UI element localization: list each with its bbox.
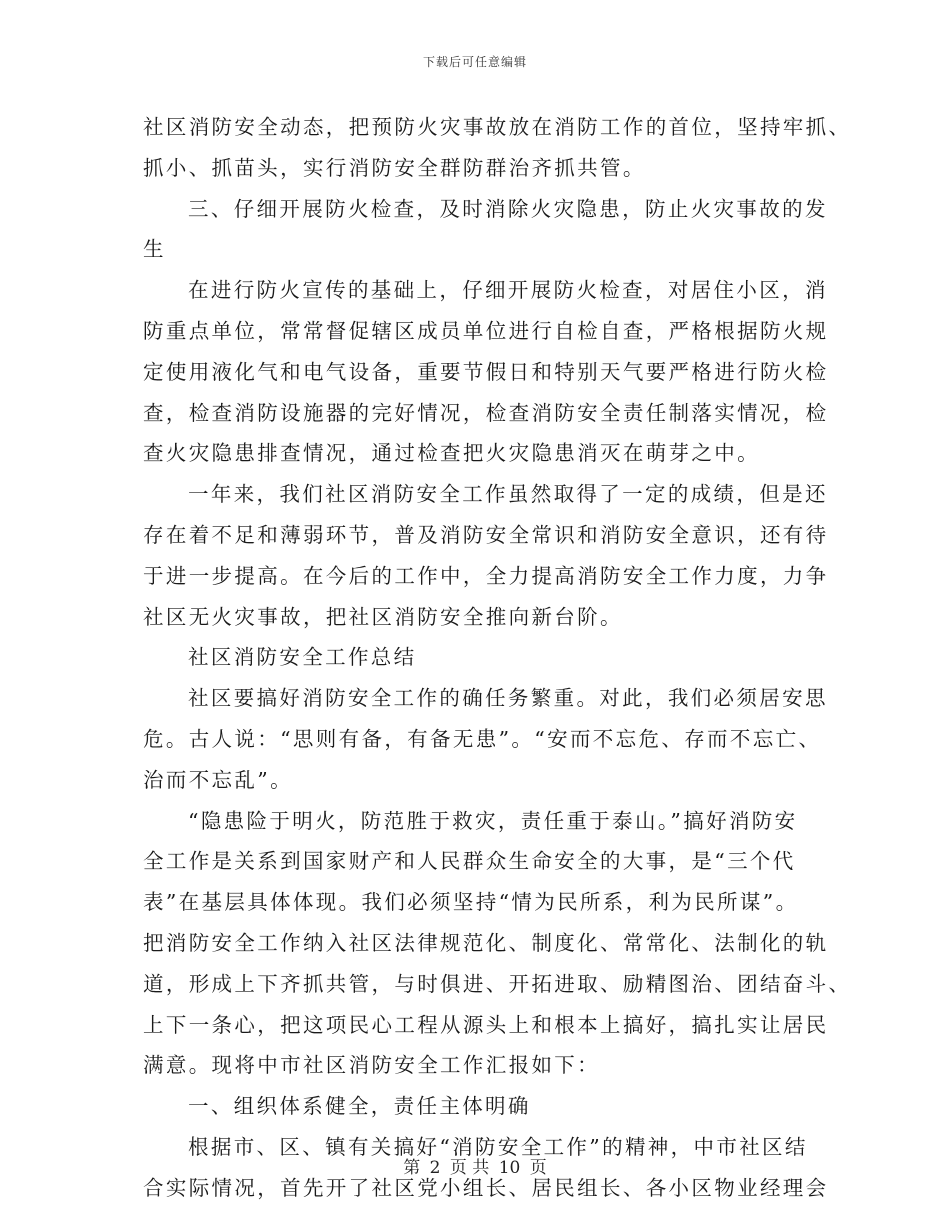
text-line: 在进行防火宣传的基础上，仔细开展防火检查，对居住小区，消 <box>188 278 828 303</box>
text-line: 社区消防安全工作总结 <box>188 645 417 670</box>
footer-suffix: 页 <box>529 1158 547 1178</box>
document-body <box>143 107 852 1209</box>
text-line: 查火灾隐患排查情况，通过检查把火灾隐患消灭在萌芽之中。 <box>143 441 760 466</box>
text-line: 道，形成上下齐抓共管，与时俱进、开拓进取、励精图治、团结奋斗、 <box>143 971 852 996</box>
text-line: “隐患险于明火，防范胜于救灾，责任重于泰山。”搞好消防安 <box>188 808 798 833</box>
text-line: 一、组织体系健全，责任主体明确 <box>188 1094 531 1119</box>
page-header: 下载后可任意编辑 <box>422 55 527 69</box>
text-line: 表”在基层具体体现。我们必须坚持“情为民所系，利为民所谋”。 <box>143 890 799 915</box>
text-line: 满意。现将中市社区消防安全工作汇报如下： <box>143 1053 600 1078</box>
text-line: 危。古人说：“思则有备，有备无患”。“安而不忘危、存而不忘亡、 <box>143 726 822 751</box>
text-line: 社区无火灾事故，把社区消防安全推向新台阶。 <box>143 604 623 629</box>
text-line: 把消防安全工作纳入社区法律规范化、制度化、常常化、法制化的轨 <box>143 930 829 955</box>
text-line: 三、仔细开展防火检查，及时消除火灾隐患，防止火灾事故的发 <box>188 196 828 221</box>
footer-current-page: 2 <box>429 1158 441 1178</box>
footer-total-pages: 10 <box>498 1158 521 1178</box>
footer-prefix: 第 <box>403 1158 421 1178</box>
text-line: 于进一步提高。在今后的工作中，全力提高消防安全工作力度，力争 <box>143 563 829 588</box>
text-line: 治而不忘乱”。 <box>143 767 293 792</box>
text-line: 根据市、区、镇有关搞好“消防安全工作”的精神，中市社区结 <box>188 1134 808 1159</box>
text-line: 社区消防安全动态，把预防火灾事故放在消防工作的首位，坚持牢抓、 <box>143 115 852 139</box>
text-line: 上下一条心，把这项民心工程从源头上和根本上搞好，搞扎实让居民 <box>143 1012 829 1037</box>
text-line: 全工作是关系到国家财产和人民群众生命安全的大事，是“三个代 <box>143 849 796 874</box>
text-line: 防重点单位，常常督促辖区成员单位进行自检自查，严格根据防火规 <box>143 318 829 343</box>
footer-middle: 页 共 <box>449 1158 490 1178</box>
text-line: 社区要搞好消防安全工作的确任务繁重。对此，我们必须居安思 <box>188 686 828 711</box>
text-line: 定使用液化气和电气设备，重要节假日和特别天气要严格进行防火检 <box>143 359 829 384</box>
text-line: 一年来，我们社区消防安全工作虽然取得了一定的成绩，但是还 <box>188 482 828 507</box>
text-line: 合实际情况，首先开了社区党小组长、居民组长、各小区物业经理会 <box>143 1175 829 1200</box>
text-line: 存在着不足和薄弱环节，普及消防安全常识和消防安全意识，还有待 <box>143 522 829 547</box>
page-footer <box>0 1153 950 1178</box>
text-line: 生 <box>143 237 166 262</box>
text-line: 抓小、抓苗头，实行消防安全群防群治齐抓共管。 <box>143 155 646 180</box>
text-line: 查，检查消防设施器的完好情况，检查消防安全责任制落实情况，检 <box>143 400 829 425</box>
